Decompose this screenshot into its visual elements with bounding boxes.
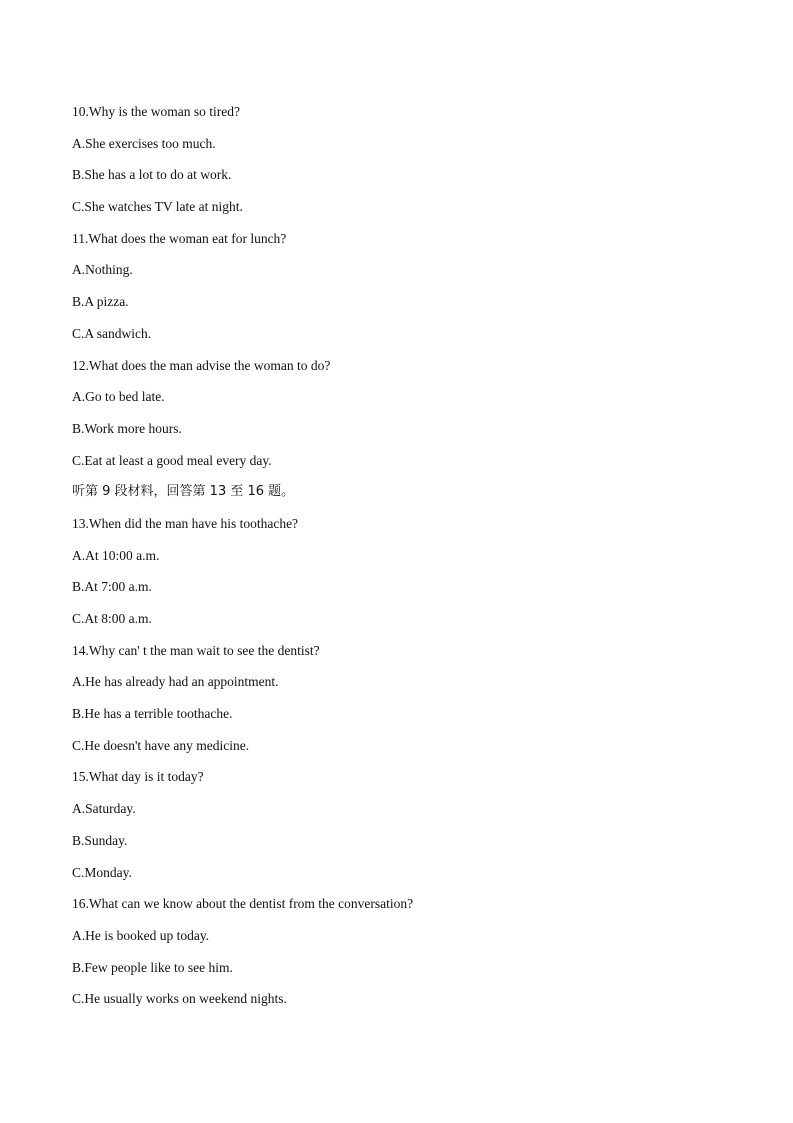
question-13-option-b: B.At 7:00 a.m.: [72, 579, 152, 595]
section-heading: 听第 9 段材料，回答第 13 至 16 题。: [72, 484, 295, 500]
question-10-option-b: B.She has a lot to do at work.: [72, 167, 232, 183]
question-15-option-a: A.Saturday.: [72, 801, 136, 817]
question-16-text: 16.What can we know about the dentist from the conversation?: [72, 896, 414, 912]
question-10-text: 10.Why is the woman so tired?: [72, 104, 240, 119]
question-15-option-c: C.Monday.: [72, 864, 132, 880]
question-12-option-b: B.Work more hours.: [72, 420, 182, 436]
question-15-option-b: B.Sunday.: [72, 832, 128, 848]
question-14-option-c: C.He doesn't have any medicine.: [72, 737, 250, 753]
question-12-option-a: A.Go to bed late.: [72, 389, 165, 405]
question-14-option-a: A.He has already had an appointment.: [72, 674, 279, 690]
question-16-option-a: A.He is booked up today.: [72, 927, 210, 943]
exam-page: [72, 102, 722, 1021]
question-12-option-c: C.Eat at least a good meal every day.: [72, 452, 272, 468]
question-12-text: 12.What does the man advise the woman to do?: [72, 357, 331, 373]
question-16-option-b: B.Few people like to see him.: [72, 959, 233, 975]
question-11-option-b: B.A pizza.: [72, 294, 129, 310]
question-11-option-c: C.A sandwich.: [72, 325, 152, 341]
question-13-text: 13.When did the man have his toothache?: [72, 515, 299, 531]
question-10-option-a: A.She exercises too much.: [72, 135, 216, 151]
question-11-text: 11.What does the woman eat for lunch?: [72, 230, 287, 246]
question-13-option-a: A.At 10:00 a.m.: [72, 547, 160, 563]
question-16-option-c: C.He usually works on weekend nights.: [72, 991, 287, 1007]
question-15-text: 15.What day is it today?: [72, 769, 204, 785]
question-14-option-b: B.He has a terrible toothache.: [72, 706, 233, 722]
question-13-option-c: C.At 8:00 a.m.: [72, 611, 152, 626]
question-14-text: 14.Why can' t the man wait to see the dentist?: [72, 642, 320, 658]
question-11-option-a: A.Nothing.: [72, 262, 133, 278]
question-10-option-c: C.She watches TV late at night.: [72, 199, 243, 215]
